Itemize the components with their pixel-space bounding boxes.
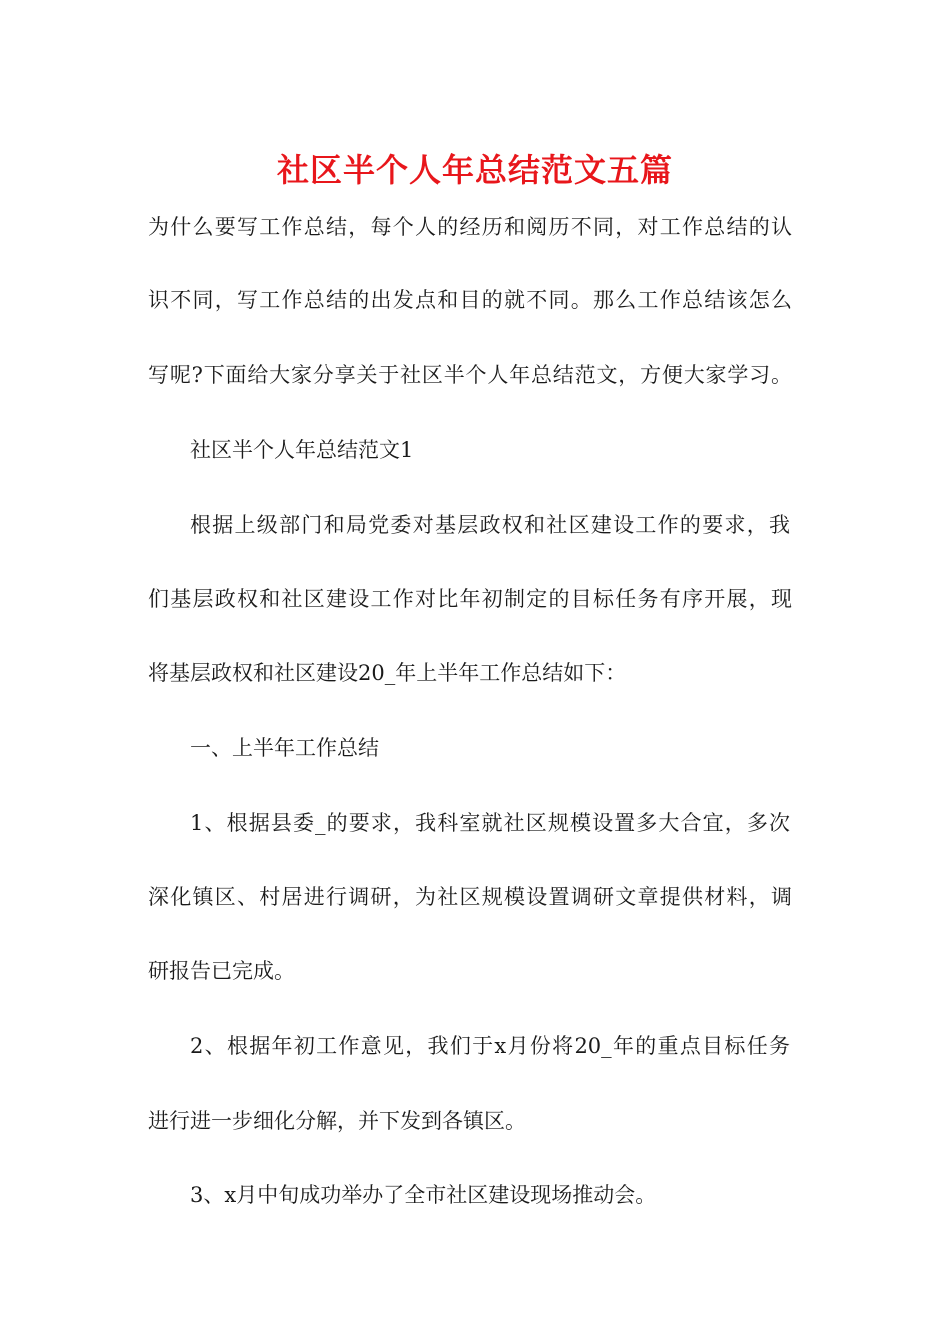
- paragraph-line: 将基层政权和社区建设20_年上半年工作总结如下：: [148, 661, 627, 685]
- subheading-1: 一、上半年工作总结: [190, 736, 379, 760]
- list-item-line: 3、x月中旬成功举办了全市社区建设现场推动会。: [190, 1183, 657, 1207]
- section-heading-1: 社区半个人年总结范文1: [190, 438, 414, 462]
- paragraph-line: 根据上级部门和局党委对基层政权和社区建设工作的要求，我: [190, 513, 790, 537]
- intro-line-1: 为什么要写工作总结，每个人的经历和阅历不同，对工作总结的认: [148, 215, 792, 239]
- list-item-line: 2、根据年初工作意见，我们于x月份将20_年的重点目标任务: [190, 1034, 790, 1058]
- document-title: 社区半个人年总结范文五篇: [276, 151, 673, 189]
- list-item-line: 深化镇区、村居进行调研，为社区规模设置调研文章提供材料，调: [148, 885, 792, 909]
- intro-line-2: 识不同，写工作总结的出发点和目的就不同。那么工作总结该怎么: [148, 288, 792, 312]
- list-item-line: 进行进一步细化分解，并下发到各镇区。: [148, 1109, 526, 1133]
- list-item-line: 1、根据县委_的要求，我科室就社区规模设置多大合宜，多次: [190, 811, 790, 835]
- intro-line-3: 写呢?下面给大家分享关于社区半个人年总结范文，方便大家学习。: [148, 363, 792, 387]
- paragraph-line: 们基层政权和社区建设工作对比年初制定的目标任务有序开展，现: [148, 587, 792, 611]
- list-item-line: 研报告已完成。: [148, 959, 295, 983]
